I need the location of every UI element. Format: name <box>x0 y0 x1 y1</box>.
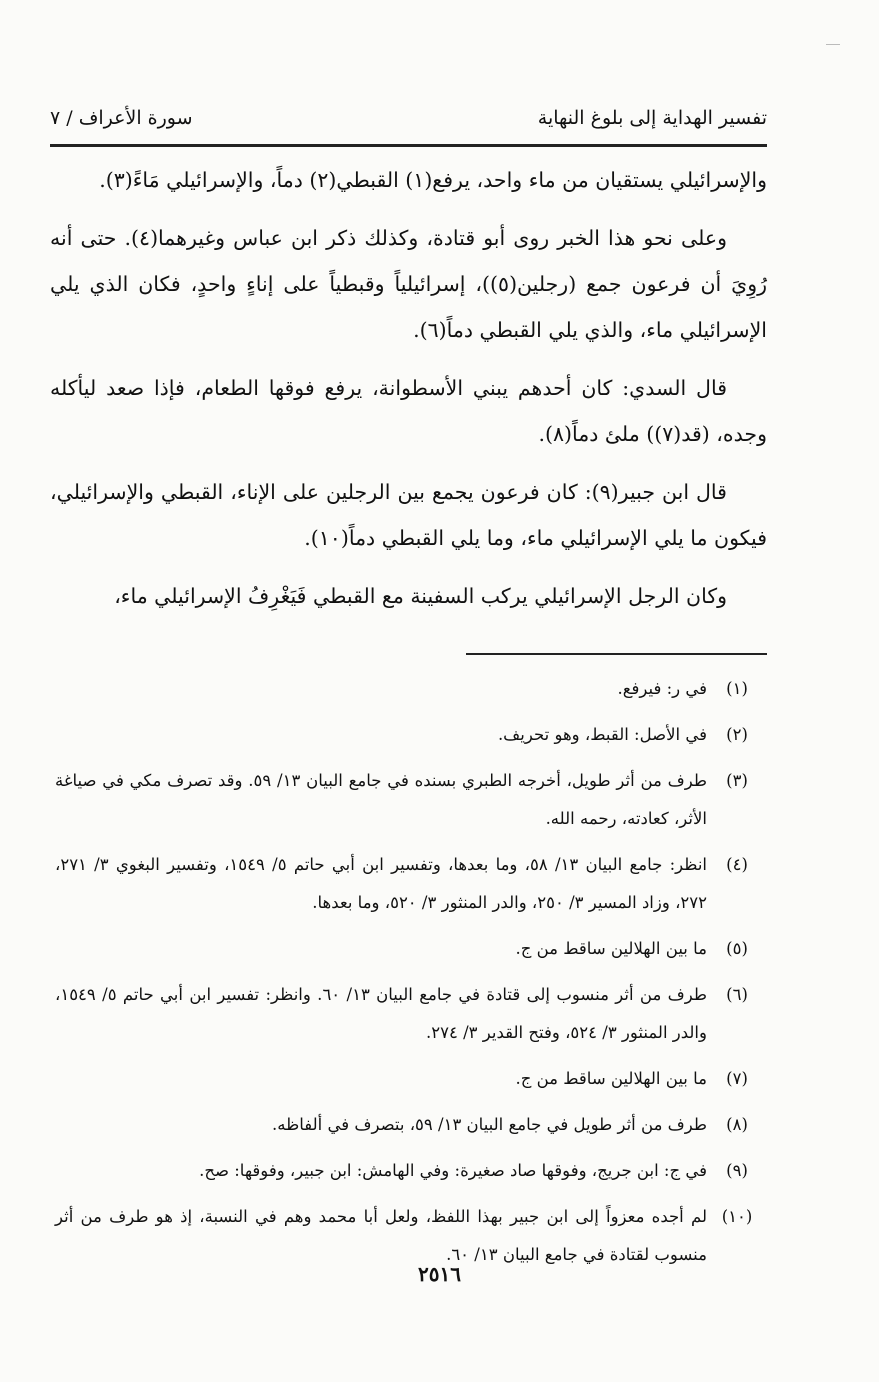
footnote-text: ما بين الهلالين ساقط من ج. <box>515 939 707 958</box>
footnote <box>55 670 767 708</box>
footnote-number: (١٠) <box>721 1207 753 1226</box>
footnotes <box>55 670 767 1282</box>
main-text <box>50 157 767 631</box>
paragraph: قال السدي: كان أحدهم يبني الأسطوانة، يرفع فوقها الطعام، فإذا صعد ليأكله وجده، (قد(٧)) ملئ دماً(٨). <box>50 376 767 446</box>
footnote-text: في ج: ابن جريج، وفوقها صاد صغيرة: وفي الهامش: ابن جبير، وفوقها: صح. <box>199 1161 707 1180</box>
footnote <box>55 1060 767 1098</box>
footnote <box>55 846 767 922</box>
footnote-text: طرف من أثر منسوب إلى قتادة في جامع البيان ١٣/ ٦٠. وانظر: تفسير ابن أبي حاتم ٥/ ١٥٤٩، والدر المنثور ٣/ ٥٢٤، وفتح القدير ٣/ ٢٧٤. <box>55 985 707 1042</box>
paragraph: قال ابن جبير(٩): كان فرعون يجمع بين الرجلين على الإناء، القبطي والإسرائيلي، فيكون ما يلي الإسرائيلي ماء، وما يلي القبطي دماً(١٠). <box>50 480 767 550</box>
footnote-text: لم أجده معزواً إلى ابن جبير بهذا اللفظ، ولعل أبا محمد وهم في النسبة، إذ هو طرف من أثر منسوب لقتادة في جامع البيان ١٣/ ٦٠. <box>55 1207 707 1264</box>
footnote <box>55 1152 767 1190</box>
footnote-text: في الأصل: القبط، وهو تحريف. <box>497 725 707 744</box>
footnote-number: (٩) <box>726 1161 748 1180</box>
paragraph: والإسرائيلي يستقيان من ماء واحد، يرفع(١) القبطي(٢) دماً، والإسرائيلي مَاءً(٣). <box>99 168 767 192</box>
footnote-text: في ر: فيرفع. <box>617 679 707 698</box>
footnote <box>55 1106 767 1144</box>
margin-scan-mark <box>826 44 840 45</box>
book-title: تفسير الهداية إلى بلوغ النهاية <box>537 107 767 129</box>
running-header <box>50 100 767 136</box>
footnote <box>55 930 767 968</box>
footnote-number: (٨) <box>726 1115 748 1134</box>
footnote-text: طرف من أثر طويل، أخرجه الطبري بسنده في جامع البيان ١٣/ ٥٩. وقد تصرف مكي في صياغة الأثر، كعادته، رحمه الله. <box>55 771 707 828</box>
page-number: ٢٥١٦ <box>418 1262 461 1286</box>
surah-label: سورة الأعراف / ٧ <box>50 107 193 129</box>
footnote-number: (١) <box>726 679 748 698</box>
footnote-number: (٣) <box>726 771 748 790</box>
footnote <box>55 976 767 1052</box>
footnote-separator <box>466 653 767 655</box>
footnote <box>55 762 767 838</box>
paragraph: وعلى نحو هذا الخبر روى أبو قتادة، وكذلك ذكر ابن عباس وغيرهما(٤). حتى أنه رُوِيَ أن فرعون جمع (رجلين(٥))، إسرائيلياً وقبطياً على إناءٍ واحدٍ، فكان الذي يلي الإسرائيلي ماء، والذي يلي القبطي دماً(٦). <box>50 226 767 342</box>
footnote-text: طرف من أثر طويل في جامع البيان ١٣/ ٥٩، بتصرف في ألفاظه. <box>272 1115 707 1134</box>
footnote-number: (٢) <box>726 725 748 744</box>
footnote-number: (٦) <box>726 985 748 1004</box>
footnote-number: (٤) <box>726 855 748 874</box>
footnote-number: (٧) <box>726 1069 748 1088</box>
footnote-text: ما بين الهلالين ساقط من ج. <box>515 1069 707 1088</box>
footnote <box>55 716 767 754</box>
paragraph: وكان الرجل الإسرائيلي يركب السفينة مع القبطي فَيَغْرِفُ الإسرائيلي ماء، <box>114 584 727 608</box>
footnote-number: (٥) <box>726 939 748 958</box>
footnote-text: انظر: جامع البيان ١٣/ ٥٨، وما بعدها، وتفسير ابن أبي حاتم ٥/ ١٥٤٩، وتفسير البغوي ٣/ ٢٧١، ٢٧٢، وزاد المسير ٣/ ٢٥٠، والدر المنثور ٣/ ٥٢٠، وما بعدها. <box>55 855 707 912</box>
header-rule <box>50 144 767 147</box>
